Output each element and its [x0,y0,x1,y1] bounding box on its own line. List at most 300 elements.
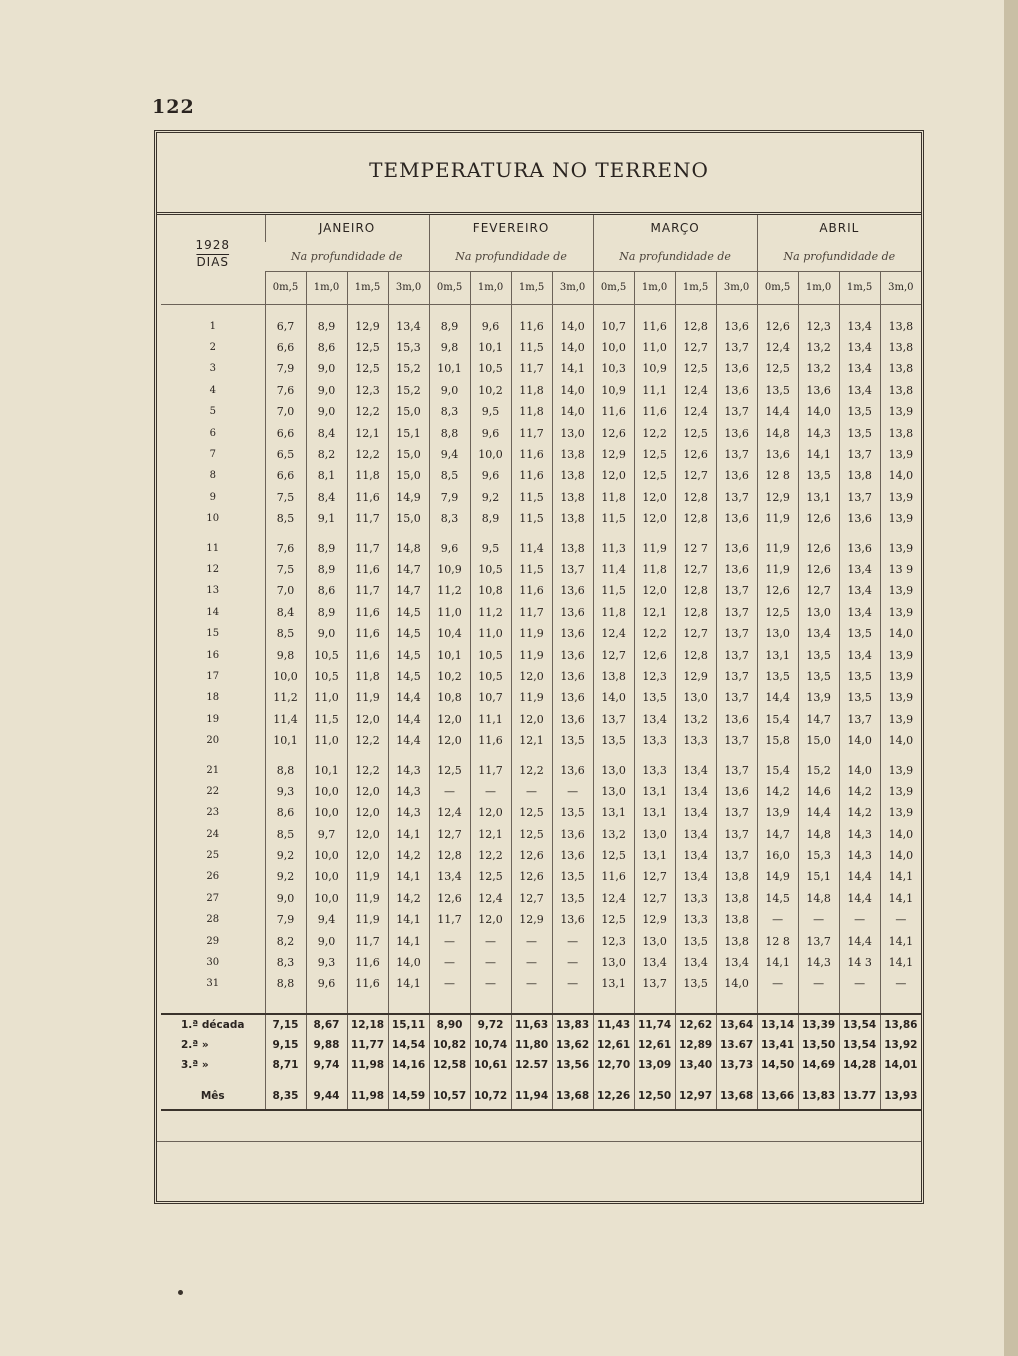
value-cell: 12,8 [675,316,716,337]
depth-header: 3m,0 [552,271,593,304]
value-cell: 12,6 [634,644,675,665]
value-cell: 13,6 [716,508,757,529]
value-cell: 12,9 [757,487,798,508]
day-row [161,623,921,644]
value-cell: 12,6 [757,580,798,601]
value-cell: 11,9 [347,909,388,930]
value-cell: 13,6 [716,380,757,401]
day-row-label: 31 [206,978,220,990]
month-subheader: Na profundidade de [290,249,403,263]
value-cell: 9,2 [470,487,511,508]
value-cell: 14,3 [798,952,839,973]
value-cell: 11,6 [634,401,675,422]
value-cell: 12,6 [798,537,839,558]
spacer-cell [634,1110,675,1111]
spacer-cell [347,1110,388,1111]
spacer-cell [470,1075,511,1083]
value-cell: 8,9 [306,316,347,337]
value-cell: 10,7 [593,316,634,337]
value-cell: 13,0 [798,602,839,623]
spacer-cell [265,751,306,759]
value-cell: 12,3 [634,666,675,687]
value-cell: 13,5 [839,422,880,443]
value-cell: 8,67 [306,1015,347,1035]
value-cell: 12,1 [511,730,552,751]
value-cell: 13,9 [880,802,921,823]
spacer-cell [880,751,921,759]
spacer-cell [675,751,716,759]
value-cell: 8,6 [306,337,347,358]
spacer-cell [757,751,798,759]
spacer-cell [634,1075,675,1083]
value-cell: 13,6 [552,644,593,665]
depth-header: 3m,0 [388,271,429,304]
value-cell: — [880,909,921,930]
month-average-row [161,1083,921,1110]
value-cell: 12,8 [675,487,716,508]
spacer-cell [511,995,552,1014]
value-cell: 12,7 [675,465,716,486]
value-cell: 12,8 [429,845,470,866]
value-cell: 13,4 [675,781,716,802]
spacer-cell [716,1075,757,1083]
value-cell: 13,6 [552,666,593,687]
value-cell: 10,1 [470,337,511,358]
spacer-cell [593,995,634,1014]
value-cell: 13,7 [716,623,757,644]
value-cell: 10,5 [306,666,347,687]
value-cell: 13,9 [880,444,921,465]
value-cell: 14,5 [388,666,429,687]
day-row [161,487,921,508]
value-cell: 12,5 [511,802,552,823]
spacer-cell [511,751,552,759]
value-cell: — [880,973,921,994]
value-cell: 14,0 [798,401,839,422]
value-cell: 13,86 [880,1015,921,1035]
value-cell: 12,3 [593,930,634,951]
value-cell: 8,8 [265,973,306,994]
value-cell: 14,50 [757,1055,798,1075]
value-cell: 11,1 [470,709,511,730]
value-cell: 10,5 [306,644,347,665]
spacer-cell [839,751,880,759]
spacer-cell [429,751,470,759]
decade-row-label: 2.ª » [181,1038,209,1051]
spacer-cell [593,1110,634,1111]
value-cell: 13,8 [552,465,593,486]
value-cell: 10,1 [429,358,470,379]
value-cell: 14,3 [388,802,429,823]
value-cell: 9,88 [306,1035,347,1055]
value-cell: 9,0 [306,623,347,644]
value-cell: 14,1 [388,930,429,951]
value-cell: 13,6 [716,709,757,730]
spacer-cell [429,995,470,1014]
value-cell: 12,6 [511,845,552,866]
spacer-cell [265,995,306,1014]
value-cell: 10,5 [470,559,511,580]
value-cell: 13,4 [798,623,839,644]
value-cell: 11,7 [347,537,388,558]
value-cell: 14,1 [880,952,921,973]
value-cell: 13,5 [552,802,593,823]
value-cell: 10,4 [429,623,470,644]
spacer-cell [388,304,429,316]
day-row [161,358,921,379]
spacer-cell [716,751,757,759]
day-row-label: 1 [209,320,216,332]
value-cell: 12,6 [798,559,839,580]
value-cell: 13,1 [634,781,675,802]
value-cell: 12,6 [675,444,716,465]
value-cell: 14,9 [757,866,798,887]
value-cell: 13,0 [757,623,798,644]
spacer-cell [880,1110,921,1111]
value-cell: 7,6 [265,537,306,558]
spacer-row [161,751,921,759]
value-cell: 11,1 [634,380,675,401]
depth-header: 1m,5 [511,271,552,304]
value-cell: 7,0 [265,580,306,601]
value-cell: 6,6 [265,465,306,486]
month-average-row-label: Mês [200,1089,225,1102]
value-cell: 11,8 [511,380,552,401]
value-cell: 13,2 [798,337,839,358]
value-cell: 11,8 [634,559,675,580]
value-cell: 11,8 [593,487,634,508]
spacer-cell [347,1075,388,1083]
depth-header: 1m,5 [347,271,388,304]
value-cell: 13,1 [634,802,675,823]
value-cell: 13,7 [839,709,880,730]
value-cell: 15,0 [798,730,839,751]
value-cell: 13,7 [839,487,880,508]
spacer-cell [429,304,470,316]
value-cell: 10,61 [470,1055,511,1075]
value-cell: 8,5 [265,823,306,844]
value-cell: 14,9 [388,487,429,508]
value-cell: 14,8 [798,823,839,844]
day-row-label: 14 [206,606,220,618]
value-cell: 8,2 [306,444,347,465]
value-cell: — [839,909,880,930]
value-cell: 8,9 [429,316,470,337]
page-edge [1004,0,1018,1356]
value-cell: 7,9 [265,909,306,930]
month-subheader: Na profundidade de [429,242,593,271]
value-cell: — [798,973,839,994]
value-cell: 13,4 [839,644,880,665]
value-cell: 12,7 [675,559,716,580]
value-cell: 13,8 [552,537,593,558]
value-cell: 12,8 [675,602,716,623]
value-cell: 14,5 [757,888,798,909]
value-cell: 12,0 [593,465,634,486]
value-cell: 11,3 [593,537,634,558]
value-cell: 13,4 [429,866,470,887]
value-cell: 6,6 [265,422,306,443]
value-cell: 14,2 [388,845,429,866]
value-cell: 11,6 [347,559,388,580]
value-cell: 11,8 [347,465,388,486]
day-row [161,316,921,337]
value-cell: 8,3 [429,508,470,529]
value-cell: — [429,952,470,973]
value-cell: 11,6 [347,952,388,973]
table-title: TEMPERATURA NO TERRENO [369,158,709,182]
spacer-cell [716,1110,757,1111]
depth-header: 3m,0 [716,271,757,304]
value-cell: 9,6 [306,973,347,994]
value-cell: 8,9 [470,508,511,529]
value-cell: 12,0 [347,823,388,844]
value-cell: 11,0 [470,623,511,644]
value-cell: 13,7 [716,759,757,780]
value-cell: 12,5 [634,465,675,486]
value-cell: 12,0 [347,802,388,823]
value-cell: 13,7 [716,687,757,708]
value-cell: 12,4 [593,888,634,909]
day-row [161,866,921,887]
day-row [161,781,921,802]
value-cell: 13,4 [675,952,716,973]
decade-row-label: 1.ª década [181,1018,245,1031]
value-cell: 14,4 [388,687,429,708]
value-cell: 13,9 [880,709,921,730]
value-cell: 14,1 [880,888,921,909]
value-cell: 13,0 [675,687,716,708]
value-cell: 13,8 [716,866,757,887]
value-cell: 13,9 [880,508,921,529]
spacer-cell [675,995,716,1014]
value-cell: 10,9 [429,559,470,580]
value-cell: 11,5 [593,508,634,529]
value-cell: 13,0 [552,422,593,443]
value-cell: 13,4 [675,845,716,866]
value-cell: 11,0 [306,687,347,708]
value-cell: 12,7 [634,866,675,887]
value-cell: 10,72 [470,1083,511,1110]
value-cell: — [839,973,880,994]
day-row [161,845,921,866]
value-cell: 13,4 [675,802,716,823]
value-cell: — [429,973,470,994]
value-cell: 13,5 [552,888,593,909]
value-cell: 14,4 [757,401,798,422]
value-cell: 11,7 [511,602,552,623]
spacer-cell [839,995,880,1014]
value-cell: 13,7 [716,802,757,823]
spacer-cell [306,751,347,759]
value-cell: 11,98 [347,1055,388,1075]
page-number: 122 [152,96,195,118]
spacer-cell [347,751,388,759]
value-cell: 14,3 [388,781,429,802]
value-cell: 13,7 [716,823,757,844]
depth-header: 0m,5 [265,271,306,304]
spacer-cell [675,1075,716,1083]
day-row-label: 29 [206,935,220,947]
spacer-cell [511,1075,552,1083]
value-cell: 14,0 [593,687,634,708]
value-cell: 13,9 [880,687,921,708]
value-cell: 13,6 [552,580,593,601]
value-cell: 14,2 [839,781,880,802]
value-cell: 12,4 [470,888,511,909]
value-cell: 14,0 [552,401,593,422]
spacer-cell [265,529,306,537]
value-cell: 13.67 [716,1035,757,1055]
value-cell: 11,7 [347,580,388,601]
spacer-cell [347,529,388,537]
value-cell: 8,5 [265,623,306,644]
value-cell: 11,0 [306,730,347,751]
value-cell: 9,4 [429,444,470,465]
month-header-janeiro: JANEIRO [265,215,429,242]
value-cell: 13,7 [716,444,757,465]
value-cell: — [429,930,470,951]
value-cell: 11,7 [511,422,552,443]
value-cell: 11,7 [347,930,388,951]
value-cell: 11,98 [347,1083,388,1110]
value-cell: — [511,781,552,802]
value-cell: 14,4 [388,730,429,751]
ink-dot [178,1290,183,1295]
value-cell: 13,9 [880,781,921,802]
value-cell: 12,2 [511,759,552,780]
value-cell: 6,7 [265,316,306,337]
value-cell: 13,4 [388,316,429,337]
value-cell: 12,5 [675,358,716,379]
value-cell: 13,54 [839,1035,880,1055]
value-cell: 13,4 [839,316,880,337]
value-cell: 8,8 [429,422,470,443]
value-cell: 13,7 [716,644,757,665]
day-row [161,559,921,580]
value-cell: 11,7 [470,759,511,780]
value-cell: 8,9 [306,559,347,580]
day-row [161,644,921,665]
spacer-cell [798,304,839,316]
value-cell: 11,0 [429,602,470,623]
value-cell: 13,8 [880,358,921,379]
day-row [161,422,921,443]
value-cell: 14,1 [798,444,839,465]
day-row-label: 13 [206,585,220,597]
value-cell: 14,0 [880,845,921,866]
value-cell: 13,0 [593,781,634,802]
value-cell: 12,9 [634,909,675,930]
value-cell: 13,68 [552,1083,593,1110]
value-cell: 9,3 [306,952,347,973]
value-cell: 14,7 [798,709,839,730]
value-cell: 10,5 [470,358,511,379]
value-cell: 14,1 [388,973,429,994]
value-cell: 12,5 [347,358,388,379]
value-cell: 12,3 [798,316,839,337]
value-cell: 13,8 [552,444,593,465]
value-cell: 13,6 [552,823,593,844]
value-cell: 15,2 [798,759,839,780]
day-row-label: 11 [206,542,220,554]
value-cell: 14,7 [388,580,429,601]
value-cell: 9,0 [306,380,347,401]
value-cell: 12,5 [347,337,388,358]
value-cell: 14,0 [880,623,921,644]
value-cell: 14,3 [388,759,429,780]
value-cell: 12,4 [675,401,716,422]
value-cell: 14,0 [716,973,757,994]
value-cell: 13,6 [552,909,593,930]
value-cell: 13,8 [716,930,757,951]
spacer-cell [593,1075,634,1083]
value-cell: 10,7 [470,687,511,708]
value-cell: 13,6 [716,465,757,486]
value-cell: 11,6 [593,866,634,887]
value-cell: 15,4 [757,759,798,780]
value-cell: 11,9 [511,687,552,708]
value-cell: 13,93 [880,1083,921,1110]
spacer-cell [757,1110,798,1111]
day-row-label: 2 [209,342,216,354]
value-cell: 11,2 [470,602,511,623]
value-cell: 12,2 [634,623,675,644]
value-cell: 12,7 [675,337,716,358]
value-cell: 11,6 [511,316,552,337]
day-row-label: 12 [206,563,220,575]
spacer-cell [798,1110,839,1111]
value-cell: 10,0 [306,845,347,866]
value-cell: 13,9 [880,580,921,601]
decade-row [161,1035,921,1055]
spacer-cell [429,1075,470,1083]
value-cell: 13,4 [839,380,880,401]
day-row-label: 8 [209,470,216,482]
value-cell: 14,1 [388,909,429,930]
day-row [161,730,921,751]
value-cell: 13,66 [757,1083,798,1110]
value-cell: 13,9 [798,687,839,708]
spacer-cell [839,1110,880,1111]
day-row-label: 16 [206,649,220,661]
value-cell: 11,9 [347,866,388,887]
value-cell: 13,4 [839,559,880,580]
value-cell: 13,6 [798,380,839,401]
spacer-cell [593,751,634,759]
value-cell: 12,1 [634,602,675,623]
value-cell: 12,9 [511,909,552,930]
value-cell: 13,6 [757,444,798,465]
value-cell: 10,5 [470,644,511,665]
day-row [161,802,921,823]
spacer-cell [552,529,593,537]
month-header-abril: ABRIL [757,215,921,242]
value-cell: 12,6 [511,866,552,887]
value-cell: 13,8 [880,337,921,358]
value-cell: 15,11 [388,1015,429,1035]
value-cell: — [470,952,511,973]
value-cell: 13,0 [593,952,634,973]
spacer-row [161,995,921,1014]
value-cell: 10,1 [265,730,306,751]
spacer-cell [347,995,388,1014]
value-cell: 8,9 [306,537,347,558]
depth-header: 1m,5 [839,271,880,304]
value-cell: 14,2 [388,888,429,909]
value-cell: 13,6 [716,537,757,558]
value-cell: 13,6 [552,845,593,866]
